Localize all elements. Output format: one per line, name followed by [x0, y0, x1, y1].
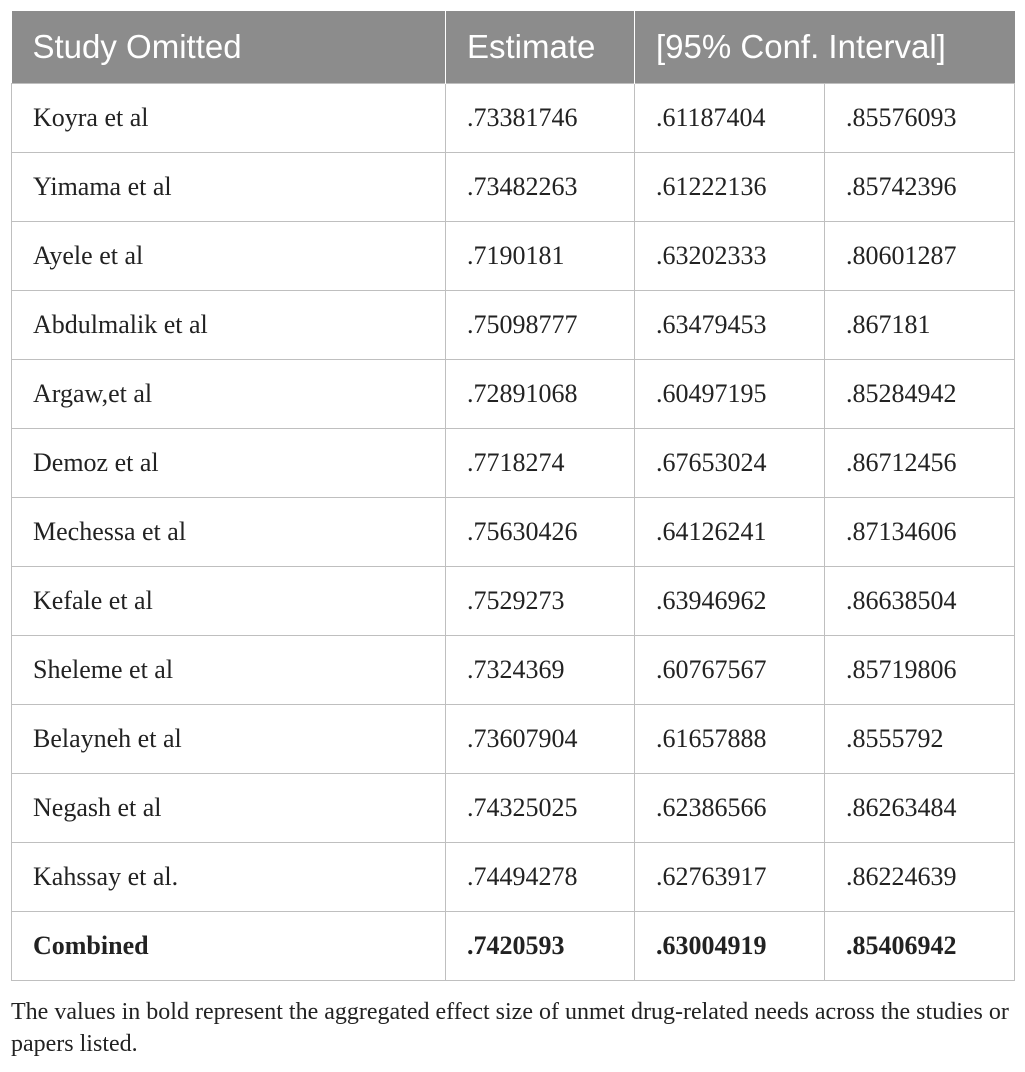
ci-lower-cell: .60767567	[635, 636, 825, 705]
table-row	[12, 843, 1015, 912]
ci-upper-cell: .80601287	[825, 222, 1015, 291]
study-cell: Kahssay et al.	[12, 843, 446, 912]
ci-upper-cell: .87134606	[825, 498, 1015, 567]
ci-lower-cell: .62386566	[635, 774, 825, 843]
study-cell: Sheleme et al	[12, 636, 446, 705]
ci-lower-cell: .63946962	[635, 567, 825, 636]
ci-upper-cell: .85284942	[825, 360, 1015, 429]
header-conf-interval: [95% Conf. Interval]	[635, 11, 1015, 84]
ci-upper-cell: .85576093	[825, 84, 1015, 153]
table-row	[12, 84, 1015, 153]
ci-upper-cell: .86224639	[825, 843, 1015, 912]
leave-one-out-table	[11, 11, 1015, 981]
ci-lower-cell: .67653024	[635, 429, 825, 498]
study-cell: Argaw,et al	[12, 360, 446, 429]
estimate-cell: .7420593	[446, 912, 635, 981]
ci-upper-cell: .867181	[825, 291, 1015, 360]
ci-upper-cell: .85406942	[825, 912, 1015, 981]
estimate-cell: .73607904	[446, 705, 635, 774]
estimate-cell: .73482263	[446, 153, 635, 222]
ci-upper-cell: .8555792	[825, 705, 1015, 774]
ci-upper-cell: .86712456	[825, 429, 1015, 498]
estimate-cell: .73381746	[446, 84, 635, 153]
results-table-container	[11, 11, 1014, 981]
ci-lower-cell: .64126241	[635, 498, 825, 567]
study-cell: Belayneh et al	[12, 705, 446, 774]
ci-lower-cell: .63004919	[635, 912, 825, 981]
study-cell: Ayele et al	[12, 222, 446, 291]
estimate-cell: .75630426	[446, 498, 635, 567]
study-cell: Negash et al	[12, 774, 446, 843]
table-header-row	[12, 11, 1015, 84]
table-row	[12, 774, 1015, 843]
header-estimate: Estimate	[446, 11, 635, 84]
ci-lower-cell: .63202333	[635, 222, 825, 291]
estimate-cell: .74494278	[446, 843, 635, 912]
table-row	[12, 429, 1015, 498]
header-study-omitted: Study Omitted	[12, 11, 446, 84]
estimate-cell: .72891068	[446, 360, 635, 429]
study-cell: Kefale et al	[12, 567, 446, 636]
study-cell: Yimama et al	[12, 153, 446, 222]
ci-lower-cell: .63479453	[635, 291, 825, 360]
study-cell: Combined	[12, 912, 446, 981]
ci-lower-cell: .61187404	[635, 84, 825, 153]
table-row	[12, 360, 1015, 429]
estimate-cell: .7190181	[446, 222, 635, 291]
estimate-cell: .7324369	[446, 636, 635, 705]
ci-upper-cell: .85742396	[825, 153, 1015, 222]
table-row	[12, 636, 1015, 705]
study-cell: Demoz et al	[12, 429, 446, 498]
study-cell: Koyra et al	[12, 84, 446, 153]
table-row	[12, 222, 1015, 291]
ci-lower-cell: .62763917	[635, 843, 825, 912]
table-footnote: The values in bold represent the aggregated effect size of unmet drug-related needs across the studies or papers listed.	[11, 999, 1009, 1057]
combined-row	[12, 912, 1015, 981]
ci-lower-cell: .60497195	[635, 360, 825, 429]
table-row	[12, 498, 1015, 567]
ci-lower-cell: .61222136	[635, 153, 825, 222]
table-row	[12, 567, 1015, 636]
study-cell: Mechessa et al	[12, 498, 446, 567]
estimate-cell: .7529273	[446, 567, 635, 636]
table-row	[12, 291, 1015, 360]
ci-lower-cell: .61657888	[635, 705, 825, 774]
study-cell: Abdulmalik et al	[12, 291, 446, 360]
estimate-cell: .75098777	[446, 291, 635, 360]
estimate-cell: .74325025	[446, 774, 635, 843]
table-body	[12, 84, 1015, 981]
estimate-cell: .7718274	[446, 429, 635, 498]
ci-upper-cell: .86638504	[825, 567, 1015, 636]
table-row	[12, 153, 1015, 222]
ci-upper-cell: .86263484	[825, 774, 1015, 843]
ci-upper-cell: .85719806	[825, 636, 1015, 705]
table-row	[12, 705, 1015, 774]
